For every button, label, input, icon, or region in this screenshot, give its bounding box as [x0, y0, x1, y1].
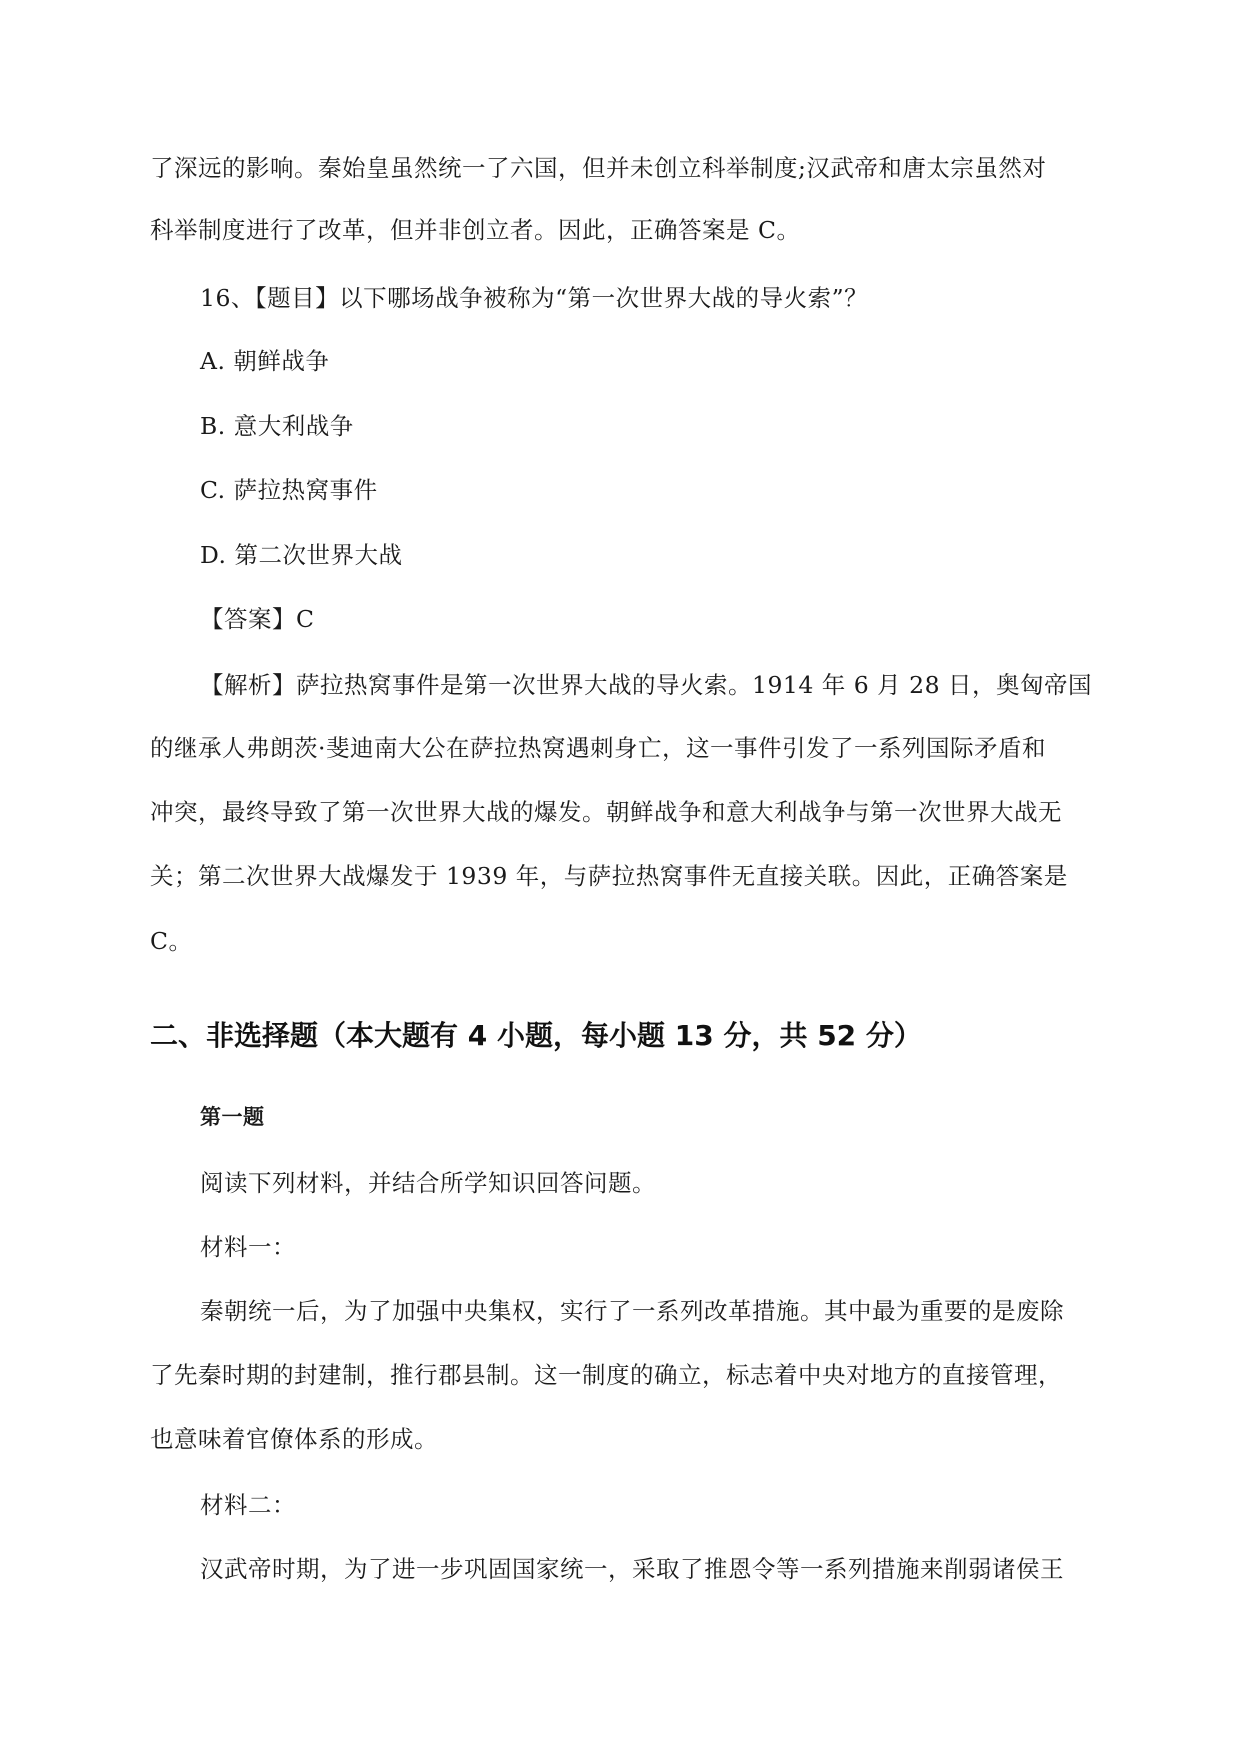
analysis-line-4: 关；第二次世界大战爆发于 1939 年，与萨拉热窝事件无直接关联。因此，正确答案是 — [150, 862, 1068, 890]
option-d: D. 第二次世界大战 — [200, 541, 403, 569]
question-16-stem: 16、【题目】以下哪场战争被称为“第一次世界大战的导火索”？ — [200, 284, 869, 312]
analysis-line-3: 冲突，最终导致了第一次世界大战的爆发。朝鲜战争和意大利战争与第一次世界大战无 — [150, 798, 1062, 826]
prev-explanation-line-2: 科举制度进行了改革，但并非创立者。因此，正确答案是 C。 — [150, 216, 801, 244]
material-1-line-2: 了先秦时期的封建制，推行郡县制。这一制度的确立，标志着中央对地方的直接管理， — [150, 1361, 1062, 1389]
answer-label: 【答案】C — [200, 605, 315, 633]
analysis-line-5: C。 — [150, 927, 193, 955]
prev-explanation-line-1: 了深远的影响。秦始皇虽然统一了六国，但并未创立科举制度;汉武帝和唐太宗虽然对 — [150, 154, 1047, 182]
instruction-text: 阅读下列材料，并结合所学知识回答问题。 — [200, 1169, 656, 1197]
material-1-line-3: 也意味着官僚体系的形成。 — [150, 1425, 438, 1453]
analysis-line-2: 的继承人弗朗茨·斐迪南大公在萨拉热窝遇刺身亡，这一事件引发了一系列国际矛盾和 — [150, 734, 1046, 762]
option-a: A. 朝鲜战争 — [200, 347, 330, 375]
option-c: C. 萨拉热窝事件 — [200, 476, 378, 504]
material-1-label: 材料一： — [200, 1233, 296, 1261]
material-1-line-1: 秦朝统一后，为了加强中央集权，实行了一系列改革措施。其中最为重要的是废除 — [200, 1297, 1064, 1325]
section-heading: 二、非选择题（本大题有 4 小题，每小题 13 分，共 52 分） — [150, 1019, 922, 1052]
option-b: B. 意大利战争 — [200, 412, 354, 440]
question-1-title: 第一题 — [200, 1105, 265, 1129]
analysis-line-1: 【解析】萨拉热窝事件是第一次世界大战的导火索。1914 年 6 月 28 日，奥匈帝国 — [200, 671, 1093, 699]
material-2-label: 材料二： — [200, 1491, 296, 1519]
material-2-line-1: 汉武帝时期，为了进一步巩固国家统一，采取了推恩令等一系列措施来削弱诸侯王 — [200, 1555, 1064, 1583]
